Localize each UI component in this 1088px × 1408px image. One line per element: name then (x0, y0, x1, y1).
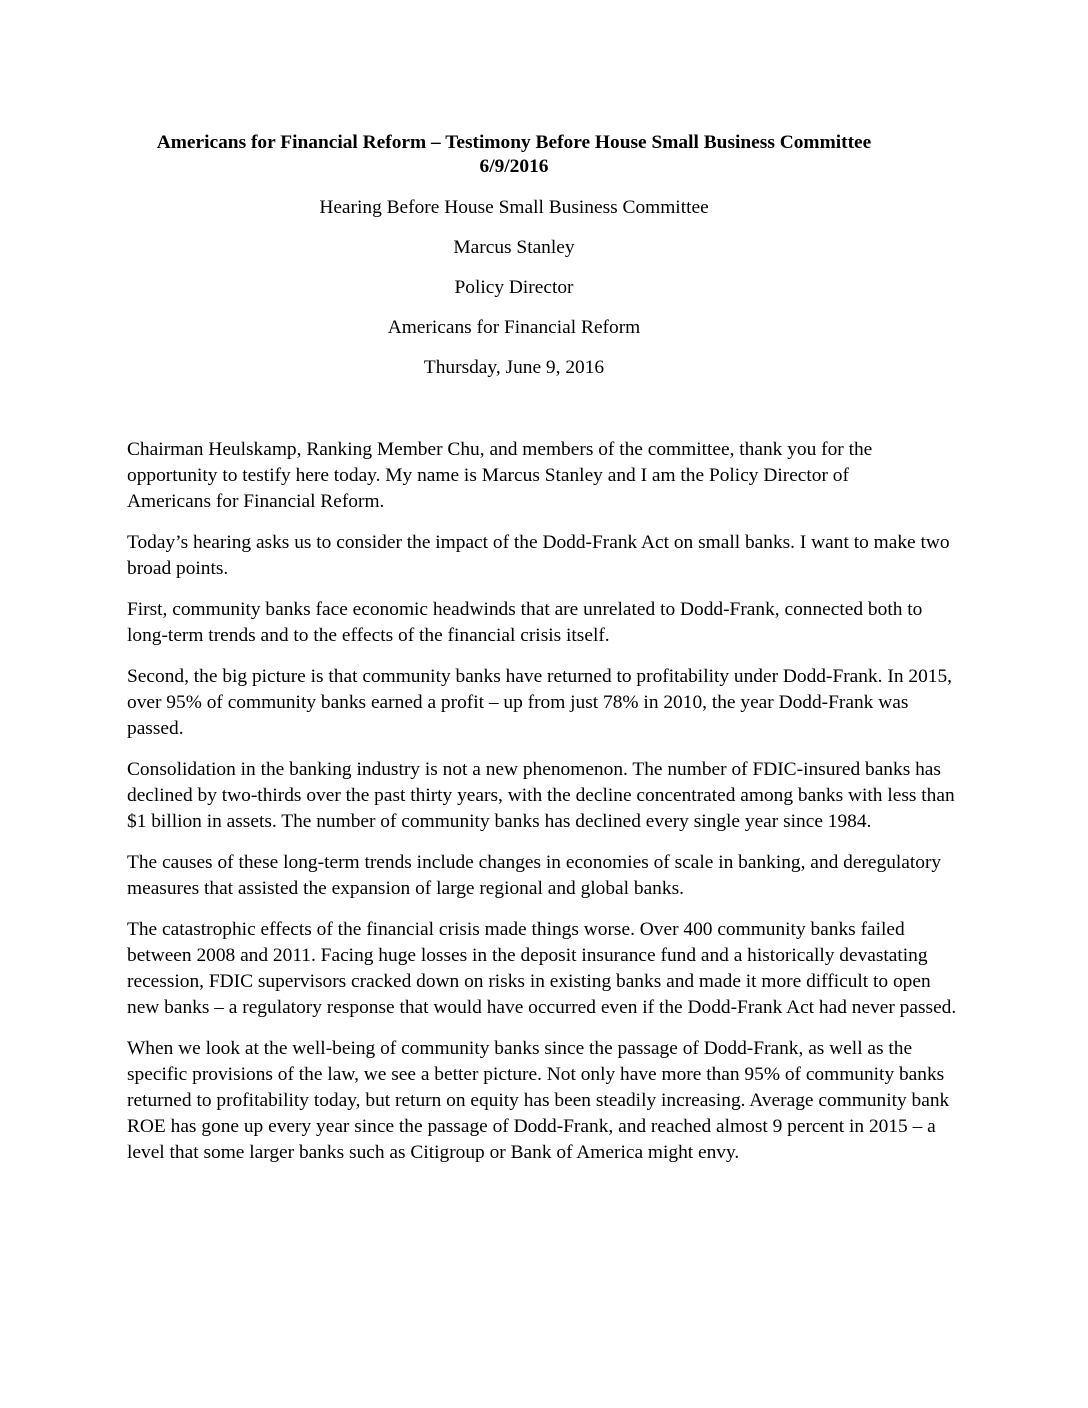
paragraph: First, community banks face economic headwinds that are unrelated to Dodd-Frank, connected both to long-term trends and to the effects of the financial crisis itself. (127, 599, 923, 646)
paragraph: The catastrophic effects of the financial crisis made things worse. Over 400 community banks failed between 2008 and 2011. Facing huge losses in the deposit insurance fund and a historically devastating recession, FDIC supervisors cracked down on risks in existing banks and made it more difficult to open new banks – a regulatory response that would have occurred even if the Dodd-Frank Act had never passed. (127, 919, 957, 1018)
paragraph: The causes of these long-term trends include changes in economies of scale in banking, and deregulatory measures that assisted the expansion of large regional and global banks. (127, 852, 942, 899)
organization-name: Americans for Financial Reform (387, 317, 641, 338)
speaker-position: Policy Director (454, 277, 574, 298)
paragraph: Second, the big picture is that community banks have returned to profitability under Dodd-Frank. In 2015, over 95% of community banks earned a profit – up from just 78% in 2010, the year Dodd-Frank was passed. (127, 666, 953, 739)
paragraph: Consolidation in the banking industry is not a new phenomenon. The number of FDIC-insured banks has declined by two-thirds over the past thirty years, with the decline concentrated among banks with less than $1 billion in assets. The number of community banks has declined every single year since 1984. (127, 759, 955, 832)
paragraph: Chairman Heulskamp, Ranking Member Chu, and members of the committee, thank you for the opportunity to testify here today. My name is Marcus Stanley and I am the Policy Director of Americans for Financial Reform. (127, 439, 873, 512)
speaker-name: Marcus Stanley (453, 237, 575, 258)
document-title: Americans for Financial Reform – Testimony Before House Small Business Committee 6/9/2016 (156, 132, 872, 177)
testimony-body (127, 437, 967, 1181)
paragraph: When we look at the well-being of community banks since the passage of Dodd-Frank, as well as the specific provisions of the law, we see a better picture. Not only have more than 95% of community banks returned to profitability today, but return on equity has been steadily increasing. Average community bank ROE has gone up every year since the passage of Dodd-Frank, and reached almost 9 percent in 2015 – a level that some larger banks such as Citigroup or Bank of America might envy. (127, 1038, 950, 1163)
hearing-line: Hearing Before House Small Business Committee (319, 197, 709, 218)
hearing-date: Thursday, June 9, 2016 (423, 357, 605, 378)
paragraph: Today’s hearing asks us to consider the impact of the Dodd-Frank Act on small banks. I want to make two broad points. (127, 532, 950, 579)
